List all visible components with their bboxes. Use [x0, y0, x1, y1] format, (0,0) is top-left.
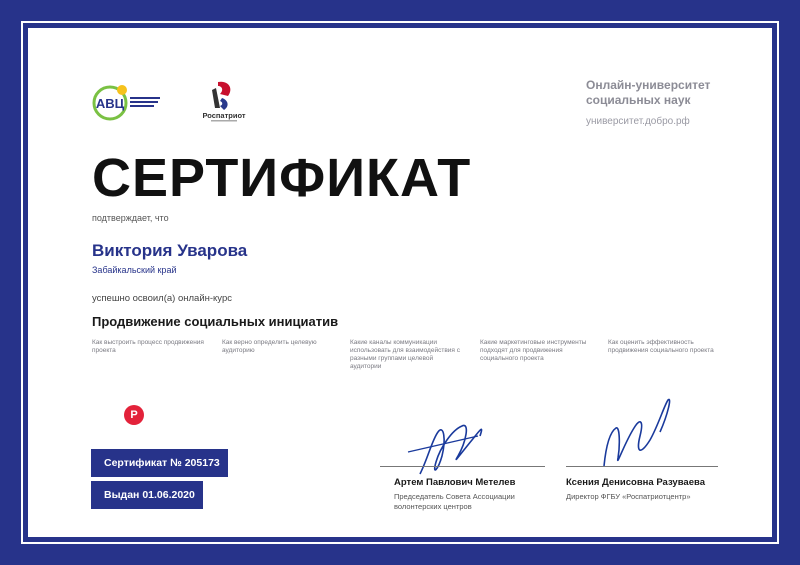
signatory-1-name: Артем Павлович Метелев [394, 477, 516, 488]
course-name: Продвижение социальных инициатив [92, 314, 339, 329]
course-module: Как верно определить целевую аудиторию [222, 339, 317, 354]
issue-date: Выдан 01.06.2020 [91, 481, 203, 509]
signatory-2-name: Ксения Денисовна Разуваева [566, 477, 705, 488]
signatory-1-role: Председатель Совета Ассоциации волонтерских центров [394, 492, 515, 511]
course-module: Какие маркетинговые инструменты подходят для продвижения социального проекта [480, 339, 587, 362]
course-module: Как оценить эффективность продвижения социального проекта [608, 339, 714, 354]
rf-badge-icon: Р [124, 405, 144, 425]
signature-line [566, 466, 718, 467]
rospatriot-logo-text: Роспатриот [202, 111, 246, 120]
certificate-title: СЕРТИФИКАТ [92, 148, 472, 208]
certificate-number: Сертификат № 205173 [91, 449, 228, 477]
signatory-2-role: Директор ФГБУ «Роспатриотцентр» [566, 492, 691, 501]
avc-logo-text: АВЦ [95, 96, 125, 111]
course-module: Какие каналы коммуникации использовать для взаимодействия с разными группами целевой аудитории [350, 339, 460, 370]
confirms-text: подтверждает, что [92, 213, 169, 223]
signature-2 [604, 399, 670, 466]
university-url: университет.добро.рф [586, 116, 690, 127]
recipient-name: Виктория Уварова [92, 241, 248, 260]
mastered-text: успешно освоил(а) онлайн-курс [92, 293, 232, 304]
signature-line [380, 466, 545, 467]
university-title: Онлайн-университет социальных наук [586, 78, 711, 107]
course-module: Как выстроить процесс продвижения проекта [92, 339, 204, 354]
recipient-region: Забайкальский край [92, 265, 177, 275]
